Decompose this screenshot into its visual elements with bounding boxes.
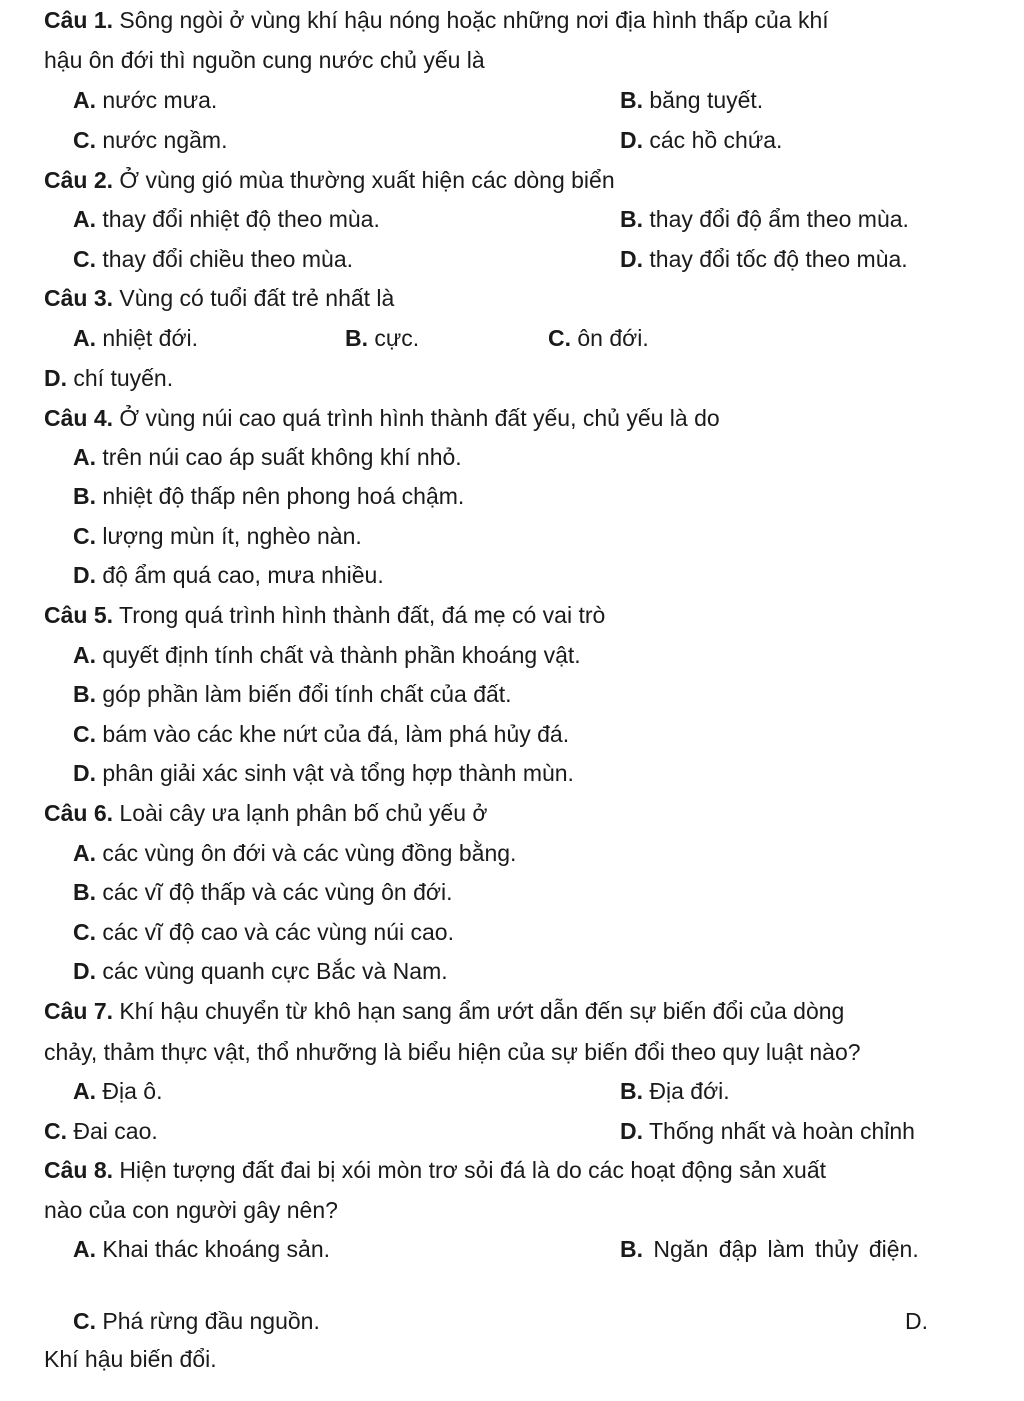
question-text: Hiện tượng đất đai bị xói mòn trơ sỏi đá là do các hoạt động sản xuất (113, 1157, 827, 1183)
question-text: Loài cây ưa lạnh phân bố chủ yếu ở (113, 800, 488, 826)
q4-option-b: B. nhiệt độ thấp nên phong hoá chậm. (73, 483, 465, 509)
question-number: Câu 6. (44, 800, 114, 826)
q6-option-d: D. các vùng quanh cực Bắc và Nam. (73, 958, 448, 984)
q3-option-b: B. cực. (345, 325, 420, 351)
q7-option-b: B. Địa đới. (620, 1078, 730, 1104)
q6-option-b: B. các vĩ độ thấp và các vùng ôn đới. (73, 879, 453, 905)
q7-option-a: A. Địa ô. (73, 1078, 163, 1104)
q4-option-a: A. trên núi cao áp suất không khí nhỏ. (73, 444, 462, 470)
q1-option-c: C. nước ngầm. (73, 127, 228, 153)
question-4-stem (44, 398, 720, 438)
q8-option-d-text: Khí hậu biến đổi. (44, 1346, 217, 1372)
question-7-stem (44, 991, 844, 1031)
question-text: Sông ngòi ở vùng khí hậu nóng hoặc những nơi địa hình thấp của khí (113, 7, 829, 33)
question-number: Câu 5. (44, 602, 114, 628)
q6-option-a: A. các vùng ôn đới và các vùng đồng bằng. (73, 840, 517, 866)
q1-option-d: D. các hồ chứa. (620, 127, 783, 153)
question-text: Trong quá trình hình thành đất, đá mẹ có vai trò (113, 602, 606, 628)
q7-option-c: C. Đai cao. (44, 1118, 158, 1144)
q1-option-a: A. nước mưa. (73, 87, 218, 113)
question-1-stem (44, 0, 829, 40)
question-text: Vùng có tuổi đất trẻ nhất là (113, 285, 395, 311)
q3-option-c: C. ôn đới. (548, 325, 649, 351)
question-number: Câu 7. (44, 998, 114, 1024)
question-number: Câu 4. (44, 405, 114, 431)
question-text: Ở vùng núi cao quá trình hình thành đất yếu, chủ yếu là do (113, 405, 720, 431)
q2-option-d: D. thay đổi tốc độ theo mùa. (620, 246, 908, 272)
q5-option-d: D. phân giải xác sinh vật và tổng hợp thành mùn. (73, 760, 574, 786)
q1-option-b: B. băng tuyết. (620, 87, 764, 113)
q8-option-b: B. Ngăn đập làm thủy điện. (620, 1236, 919, 1262)
question-8-stem (44, 1150, 826, 1190)
q2-option-b: B. thay đổi độ ẩm theo mùa. (620, 206, 909, 232)
question-number: Câu 2. (44, 167, 114, 193)
question-5-stem (44, 595, 605, 635)
question-number: Câu 3. (44, 285, 114, 311)
question-2-stem (44, 160, 615, 200)
question-1-stem-cont: hậu ôn đới thì nguồn cung nước chủ yếu là (44, 47, 485, 73)
question-text: Khí hậu chuyển từ khô hạn sang ẩm ướt dẫn đến sự biến đổi của dòng (113, 998, 845, 1024)
q5-option-c: C. bám vào các khe nứt của đá, làm phá hủy đá. (73, 721, 570, 747)
question-6-stem (44, 793, 488, 833)
q5-option-b: B. góp phần làm biến đổi tính chất của đất. (73, 681, 512, 707)
q8-option-d-label: D. (905, 1308, 928, 1334)
q7-option-d: D. Thống nhất và hoàn chỉnh (620, 1118, 915, 1144)
q4-option-c: C. lượng mùn ít, nghèo nàn. (73, 523, 362, 549)
question-8-stem-cont: nào của con người gây nên? (44, 1197, 338, 1223)
question-3-stem (44, 278, 394, 318)
question-7-stem-cont: chảy, thảm thực vật, thổ nhưỡng là biểu hiện của sự biến đổi theo quy luật nào? (44, 1039, 861, 1065)
q3-option-d: D. chí tuyến. (44, 365, 174, 391)
question-text: Ở vùng gió mùa thường xuất hiện các dòng biển (113, 167, 615, 193)
q4-option-d: D. độ ẩm quá cao, mưa nhiều. (73, 562, 384, 588)
q2-option-c: C. thay đổi chiều theo mùa. (73, 246, 353, 272)
q3-option-a: A. nhiệt đới. (73, 325, 199, 351)
question-number: Câu 1. (44, 7, 114, 33)
q8-option-a: A. Khai thác khoáng sản. (73, 1236, 330, 1262)
question-number: Câu 8. (44, 1157, 114, 1183)
q8-option-c: C. Phá rừng đầu nguồn. (73, 1308, 320, 1334)
q2-option-a: A. thay đổi nhiệt độ theo mùa. (73, 206, 380, 232)
q5-option-a: A. quyết định tính chất và thành phần khoáng vật. (73, 642, 581, 668)
q6-option-c: C. các vĩ độ cao và các vùng núi cao. (73, 919, 454, 945)
